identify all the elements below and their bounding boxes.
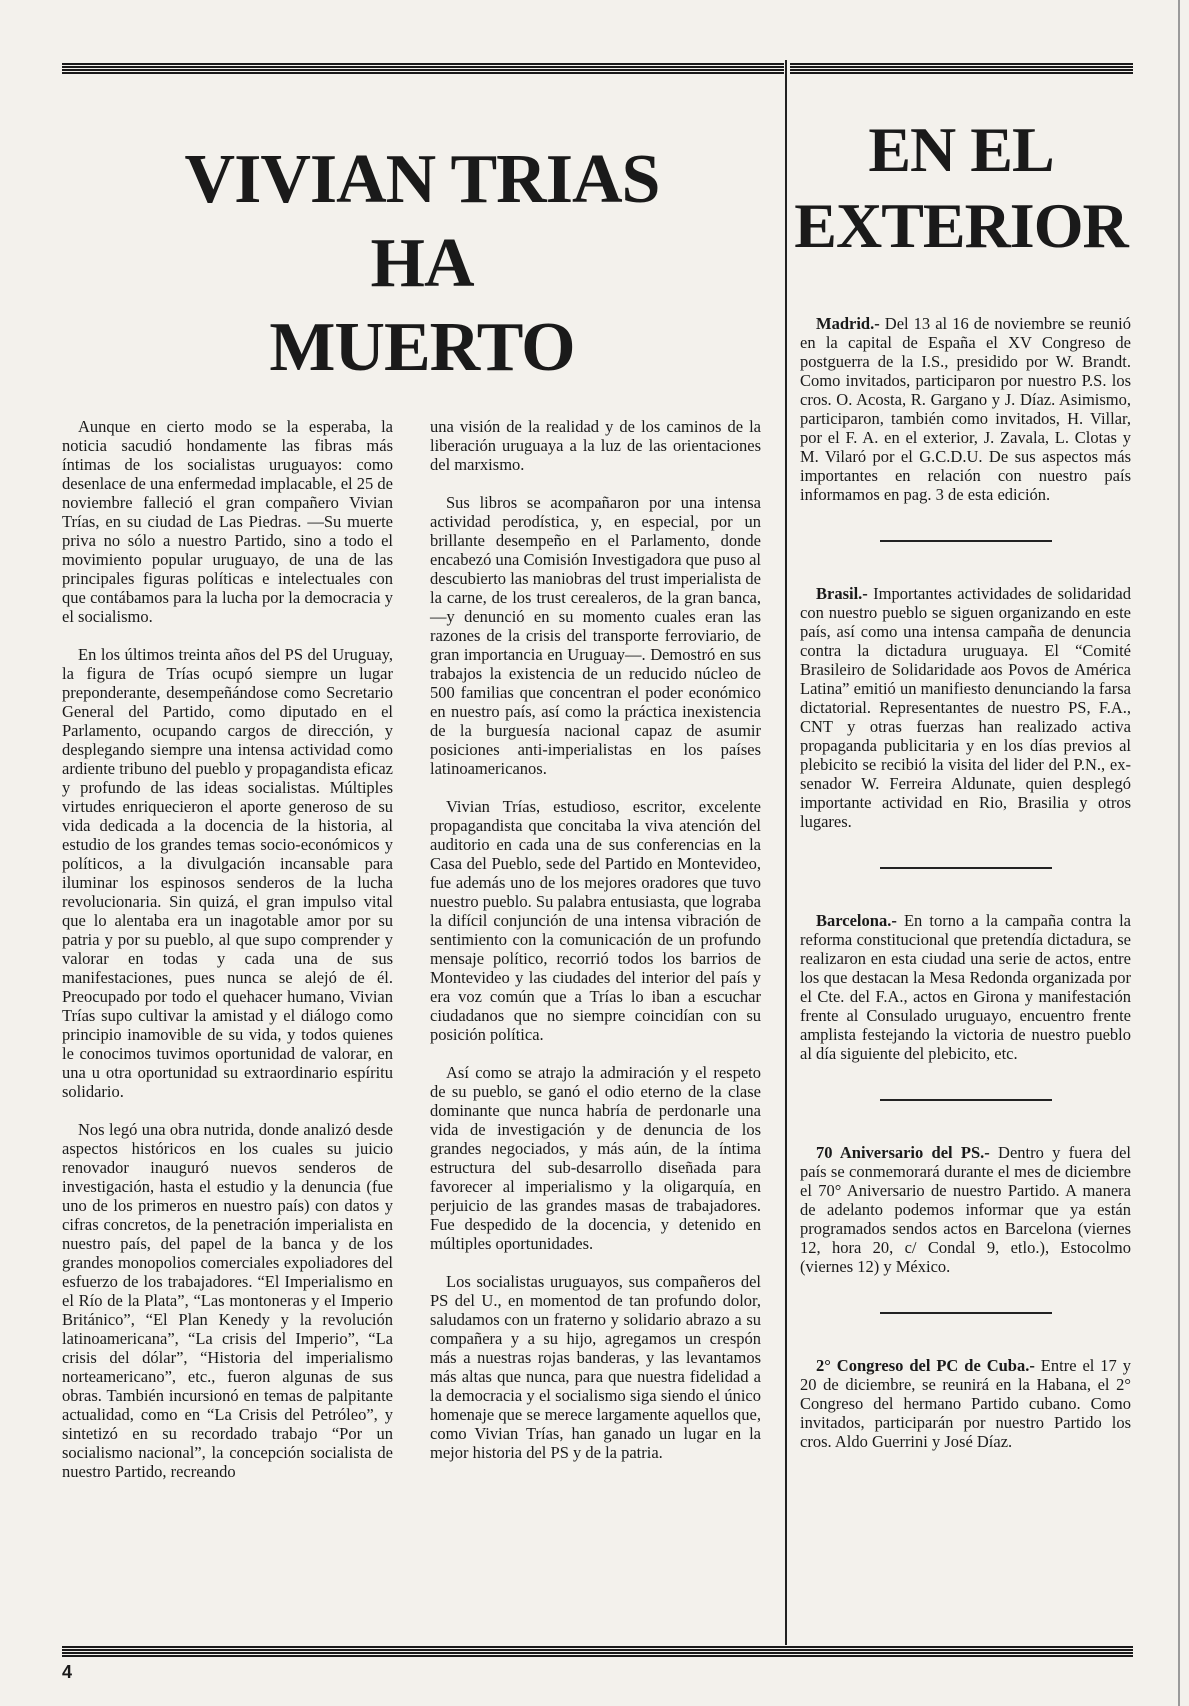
sidebar-title [790, 112, 1132, 264]
page-number: 4 [62, 1662, 73, 1682]
news-heading: Brasil.- [816, 584, 868, 603]
column-divider [785, 60, 787, 1645]
news-body: Importantes actividades de solidaridad con nuestro pueblo se siguen organizando en este país, así como una intensa campaña de denuncia contra la dictadura uruguaya. El “Comité Brasileiro de Solidaridade aos Povos de América Latina” emitió un manifiesto denunciando la farsa dictatorial. Representantes de nuestro PS, F.A., CNT y otras fuerzas han realizado activa propaganda publicitaria y en los días previos al plebicito se recibió la visita del lider del P.N., ex-senador W. Ferreira Aldunate, quien desplegó importante actividad en Rio, Brasilia y otros lugares. [800, 584, 1131, 831]
news-item-madrid [800, 314, 1131, 504]
news-separator [880, 1099, 1052, 1101]
news-body: Del 13 al 16 de noviembre se reunió en la capital de España el XV Congreso de postguerra de la I.S., presidido por W. Brandt. Como invitados, participaron por nuestro P.S. los cros. O. Acosta, R. Gargano y J. Díaz. Asimismo, participaron, también como invitados, H. Villar, por el F. A. en el exterior, J. Zavala, L. Clotas y M. Vilaró por el G.C.D.U. De sus aspectos más importantes en relación con nuestro país informamos en pag. 3 de esta edición. [800, 314, 1131, 504]
article-title-line: MUERTO [269, 309, 575, 386]
article-paragraph: Así como se atrajo la admiración y el respeto de su pueblo, se ganó el odio eterno de la clase dominante que nunca habría de perdonarle una vida de investigación y de denuncia de los grandes negociados, y más aún, de la íntima estructura del sub-desarrollo diseñada para favorecer al imperialismo y la oligarquía, en perjuicio de las grandes masas de trabajadores. Fue despedido de la docencia, y detenido en múltiples oportunidades. [430, 1063, 761, 1253]
page-edge [1178, 0, 1180, 1706]
article-paragraph: Vivian Trías, estudioso, escritor, excelente propagandista que concitaba la viva atención del auditorio en cada una de sus conferencias en la Casa del Pueblo, sede del Partido en Montevideo, fue además uno de los mejores oradores que tuvo nuestro pueblo. Su palabra entusiasta, que lograba la difícil conjunción de una intensa vibración de sentimiento con la comunicación de un profundo mensaje político, recorrió todos los barrios de Montevideo y las ciudades del interior del país y era voz común que a Trías lo iban a escuchar ciudadanos que no siempre coincidían con su posición política. [430, 797, 761, 1044]
news-item-barcelona [800, 911, 1131, 1063]
sidebar-title-line: EN EL [868, 114, 1054, 185]
news-item-congreso-cuba [800, 1356, 1131, 1451]
article-column-2 [430, 417, 761, 1481]
top-rule-left [62, 63, 784, 74]
news-item-aniversario [800, 1143, 1131, 1276]
news-separator [880, 540, 1052, 542]
article-title-line: HA [370, 225, 474, 302]
top-rule-right [790, 63, 1133, 74]
news-body: En torno a la campaña contra la reforma constitucional que pretendía dictadura, se realizaron en esta ciudad una serie de actos, entre los que destacan la Mesa Redonda organizada por el Cte. del F.A., actos en Girona y manifestación frente al Consulado uruguayo, encuentro frente amplista festejando la victoria de nuestro pueblo al día siguiente del plebicito, etc. [800, 911, 1131, 1063]
sidebar-news-column [800, 314, 1131, 1451]
article-column-1 [62, 417, 393, 1500]
news-separator [880, 867, 1052, 869]
article-paragraph: Nos legó una obra nutrida, donde analizó desde aspectos históricos en los cuales su juicio renovador inauguró nuevos senderos de investigación, hasta el estudio y la denuncia (fue uno de los primeros en nuestro país) con datos y cifras concretos, de la penetración imperialista en nuestro país, del papel de la banca y de los grandes monopolios comerciales expoliadores del esfuerzo de los trabajadores. “El Imperialismo en el Río de la Plata”, “Las montoneras y el Imperio Británico”, “El Plan Kenedy y la revolución latinoamericana”, “La crisis del Imperio”, “La crisis del dólar”, “Historia del imperialismo norteamericano”, etc., fueron algunas de sus obras. También incursionó en temas de palpitante actualidad, como en “La Crisis del Petróleo”, y sintetizó en su recordado trabajo “Por un socialismo nacional”, la concepción socialista de nuestro Partido, recreando [62, 1120, 393, 1481]
article-title [62, 138, 782, 390]
news-body: Dentro y fuera del país se conmemorará durante el mes de diciembre el 70° Aniversario de nuestro Partido. A manera de adelanto podemos informar que ya están programados sendos actos en Barcelona (viernes 12, hora 20, c/ Condal 9, etlo.), Estocolmo (viernes 12) y México. [800, 1143, 1131, 1276]
news-body: Entre el 17 y 20 de diciembre, se reunirá en la Habana, el 2° Congreso del hermano Partido cubano. Como invitados, participarán por nuestro Partido los cros. Aldo Guerrini y José Díaz. [800, 1356, 1131, 1451]
news-separator [880, 1312, 1052, 1314]
news-heading: 2° Congreso del PC de Cuba.- [816, 1356, 1035, 1375]
article-paragraph: En los últimos treinta años del PS del Uruguay, la figura de Trías ocupó siempre un lugar preponderante, desempeñándose como Secretario General del Partido, como diputado en el Parlamento, ocupando cargos de dirección, y desplegando siempre una intensa actividad como ardiente tribuno del pueblo y propagandista eficaz y profundo de las ideas socialistas. Múltiples virtudes enriquecieron el aporte generoso de su vida dedicada a la docencia de la historia, al estudio de los grandes temas socio-económicos y políticos, a la divulgación incansable para iluminar los espinosos senderos de la lucha revolucionaria. Sin quizá, el gran impulso vital que lo alentaba era un inagotable amor por su patria y por su pueblo, al que supo comprender y valorar en todas y cada una de sus manifestaciones, pues nunca se alejó de él. Preocupado por todo el quehacer humano, Vivian Trías supo cultivar la amistad y el diálogo como principio inamovible de su vida, y todos quienes le conocimos tuvimos oportunidad de valorar, en una u otra oportunidad su extraordinario espíritu solidario. [62, 645, 393, 1101]
news-heading: Madrid.- [816, 314, 880, 333]
article-title-line: VIVIAN TRIAS [184, 141, 660, 218]
news-item-brasil [800, 584, 1131, 831]
article-paragraph: una visión de la realidad y de los caminos de la liberación uruguaya a la luz de las orientaciones del marxismo. [430, 417, 761, 474]
news-heading: 70 Aniversario del PS.- [816, 1143, 990, 1162]
sidebar-title-line: EXTERIOR [794, 190, 1128, 261]
article-paragraph: Los socialistas uruguayos, sus compañeros del PS del U., en momentod de tan profundo dolor, saludamos con un fraterno y solidario abrazo a su compañera y a su hijo, agregamos un crespón más a nuestras rojas banderas, y las levantamos más altas que nunca, para que nuestra fidelidad a la democracia y el socialismo siga siendo el único homenaje que se merece largamente aquellos que, como Vivian Trías, han ganado un lugar en la mejor historia del PS y de la patria. [430, 1272, 761, 1462]
article-paragraph: Aunque en cierto modo se la esperaba, la noticia sacudió hondamente las fibras más íntimas de los socialistas uruguayos: como desenlace de una enfermedad implacable, el 25 de noviembre falleció el gran compañero Vivian Trías, en su ciudad de Las Piedras. —Su muerte priva no sólo a nuestro Partido, sino a todo el movimiento popular uruguayo, de una de las principales figuras políticas e intelectuales con que contábamos para la lucha por la democracia y el socialismo. [62, 417, 393, 626]
bottom-rule [62, 1646, 1133, 1658]
article-paragraph: Sus libros se acompañaron por una intensa actividad perodística, y, en especial, por un brillante desempeño en el Parlamento, donde encabezó una Comisión Investigadora que puso al descubierto las maniobras del trust imperialista de la carne, de los trust cerealeros, de la gran banca, —y denunció en su momento cuales eran las razones de la crisis del transporte ferroviario, de gran importancia en Uruguay—. Demostró en sus trabajos la existencia de un reducido núcleo de 500 familias que concentran el poder económico en nuestro país, así como la práctica inexistencia de la burguesía nacional capaz de asumir posiciones anti-imperialistas en los países latinoamericanos. [430, 493, 761, 778]
news-heading: Barcelona.- [816, 911, 897, 930]
